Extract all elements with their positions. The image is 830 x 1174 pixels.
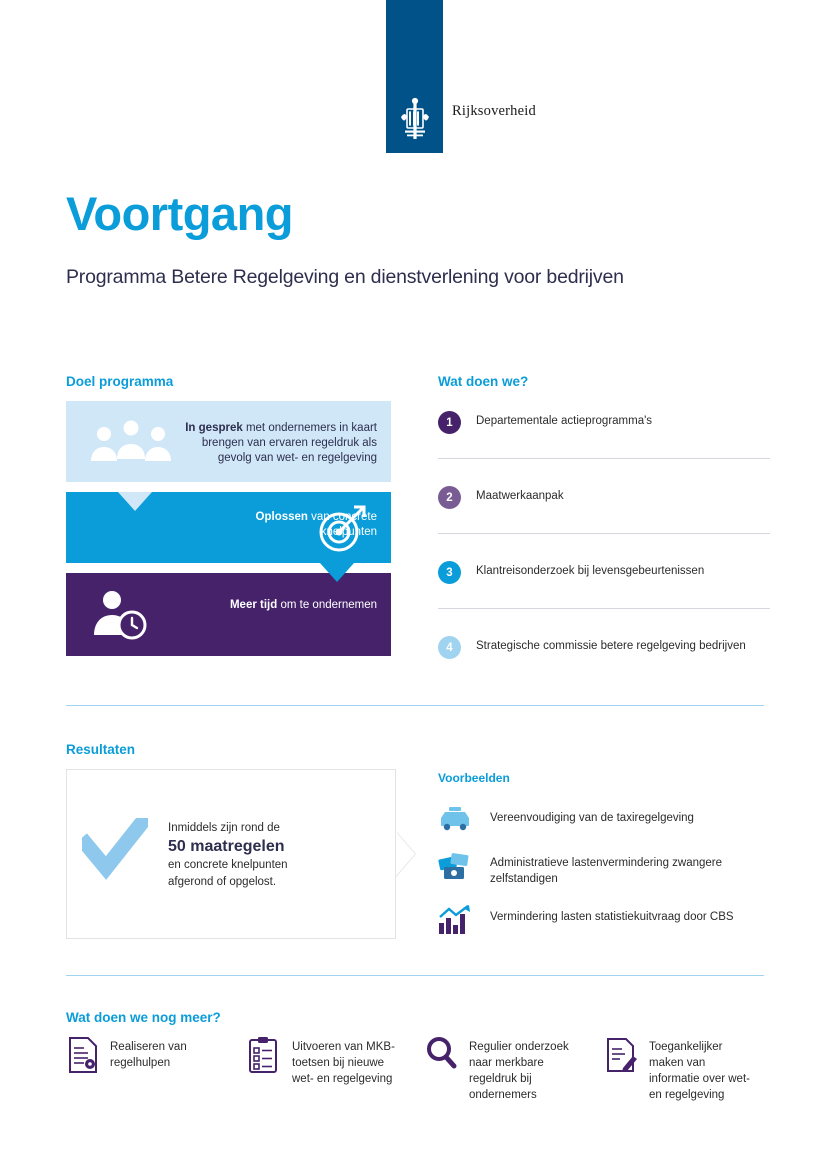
number-badge-2: 2 [438,486,461,509]
goal-bold-meertijd: Meer tijd [229,599,278,611]
what-we-do-item-4[interactable] [438,628,770,702]
example-label-cbs: Vermindering lasten statistiekuitvraag door CBS [490,911,734,923]
people-group-icon [88,419,174,470]
list-divider-2 [438,533,770,534]
clipboard-check-icon [248,1036,284,1076]
goal-bold-oplossen: Oplossen [255,511,308,523]
what-we-do-label-4: Strategische commissie betere regelgeving bedrijven [476,640,746,652]
goal-rest-meertijd: om te ondernemen [277,599,377,611]
more-label-regelhulpen: Realiseren van regelhulpen [110,1041,187,1069]
rijksoverheid-wordmark: Rijksoverheid [452,103,536,119]
rijksoverheid-crest-icon [386,95,443,143]
more-label-mkb-toetsen: Uitvoeren van MKB-toetsen bij nieuwe wet- en regelgeving [292,1041,395,1085]
example-label-taxi: Vereenvoudiging van de taxiregelgeving [490,812,694,824]
document-pen-icon [605,1036,641,1076]
section-heading-results: Resultaten [66,742,136,757]
goal-text-oplossen [217,510,377,540]
section-divider-1 [66,705,764,706]
results-line1: Inmiddels zijn rond de [168,822,280,834]
what-we-do-item-1[interactable] [438,403,770,477]
what-we-do-label-2: Maatwerkaanpak [476,490,564,502]
goal-bold-ingesprek: In gesprek [185,422,243,434]
number-badge-1: 1 [438,411,461,434]
goal-block-oplossen [66,492,391,563]
page-title: Voortgang [66,187,293,240]
goal-notch-2 [320,563,354,582]
goal-block-meertijd [66,573,391,656]
checkmark-icon [82,818,148,885]
section-heading-more: Wat doen we nog meer? [66,1010,221,1025]
results-text [168,820,383,891]
rijksoverheid-logo-bar [386,0,443,153]
magnifier-icon [425,1036,461,1076]
what-we-do-item-2[interactable] [438,478,770,552]
more-label-toegankelijker: Toegankelijker maken van informatie over wet- en regelgeving [649,1041,750,1101]
money-notes-icon [438,851,472,883]
goal-text-meertijd [217,598,377,613]
list-divider-3 [438,608,770,609]
document-gear-icon [66,1036,102,1076]
list-divider-1 [438,458,770,459]
page-subtitle: Programma Betere Regelgeving en dienstverlening voor bedrijven [66,266,624,288]
what-we-do-label-3: Klantreisonderzoek bij levensgebeurtenissen [476,565,705,577]
example-label-zelfstandigen: Administratieve lastenvermindering zwangere zelfstandigen [490,857,723,885]
goal-rest-ingesprek: met ondernemers in kaart brengen van ervaren regeldruk als gevolg van wet- en regelgeving [201,422,377,464]
taxi-icon [438,806,472,838]
bar-chart-arrow-icon [438,905,472,937]
goal-notch-1 [118,492,152,511]
more-label-onderzoek: Regulier onderzoek naar merkbare regeldruk bij ondernemers [469,1041,569,1101]
results-arrow [396,832,415,876]
section-heading-what-we-do: Wat doen we? [438,374,529,389]
goal-block-ingesprek [66,401,391,482]
results-highlight: 50 maatregelen [168,838,285,855]
results-line3: afgerond of opgelost. [168,876,277,888]
what-we-do-label-1: Departementale actieprogramma's [476,415,653,427]
businessman-clock-icon [86,587,158,648]
subsection-heading-examples: Voorbeelden [438,771,510,785]
number-badge-4: 4 [438,636,461,659]
results-line2: en concrete knelpunten [168,859,288,871]
what-we-do-item-3[interactable] [438,553,770,627]
goal-text-ingesprek [181,421,377,466]
section-divider-2 [66,975,764,976]
number-badge-3: 3 [438,561,461,584]
section-heading-goal: Doel programma [66,374,174,389]
goal-rest-oplossen: van concrete knelpunten [307,511,377,538]
